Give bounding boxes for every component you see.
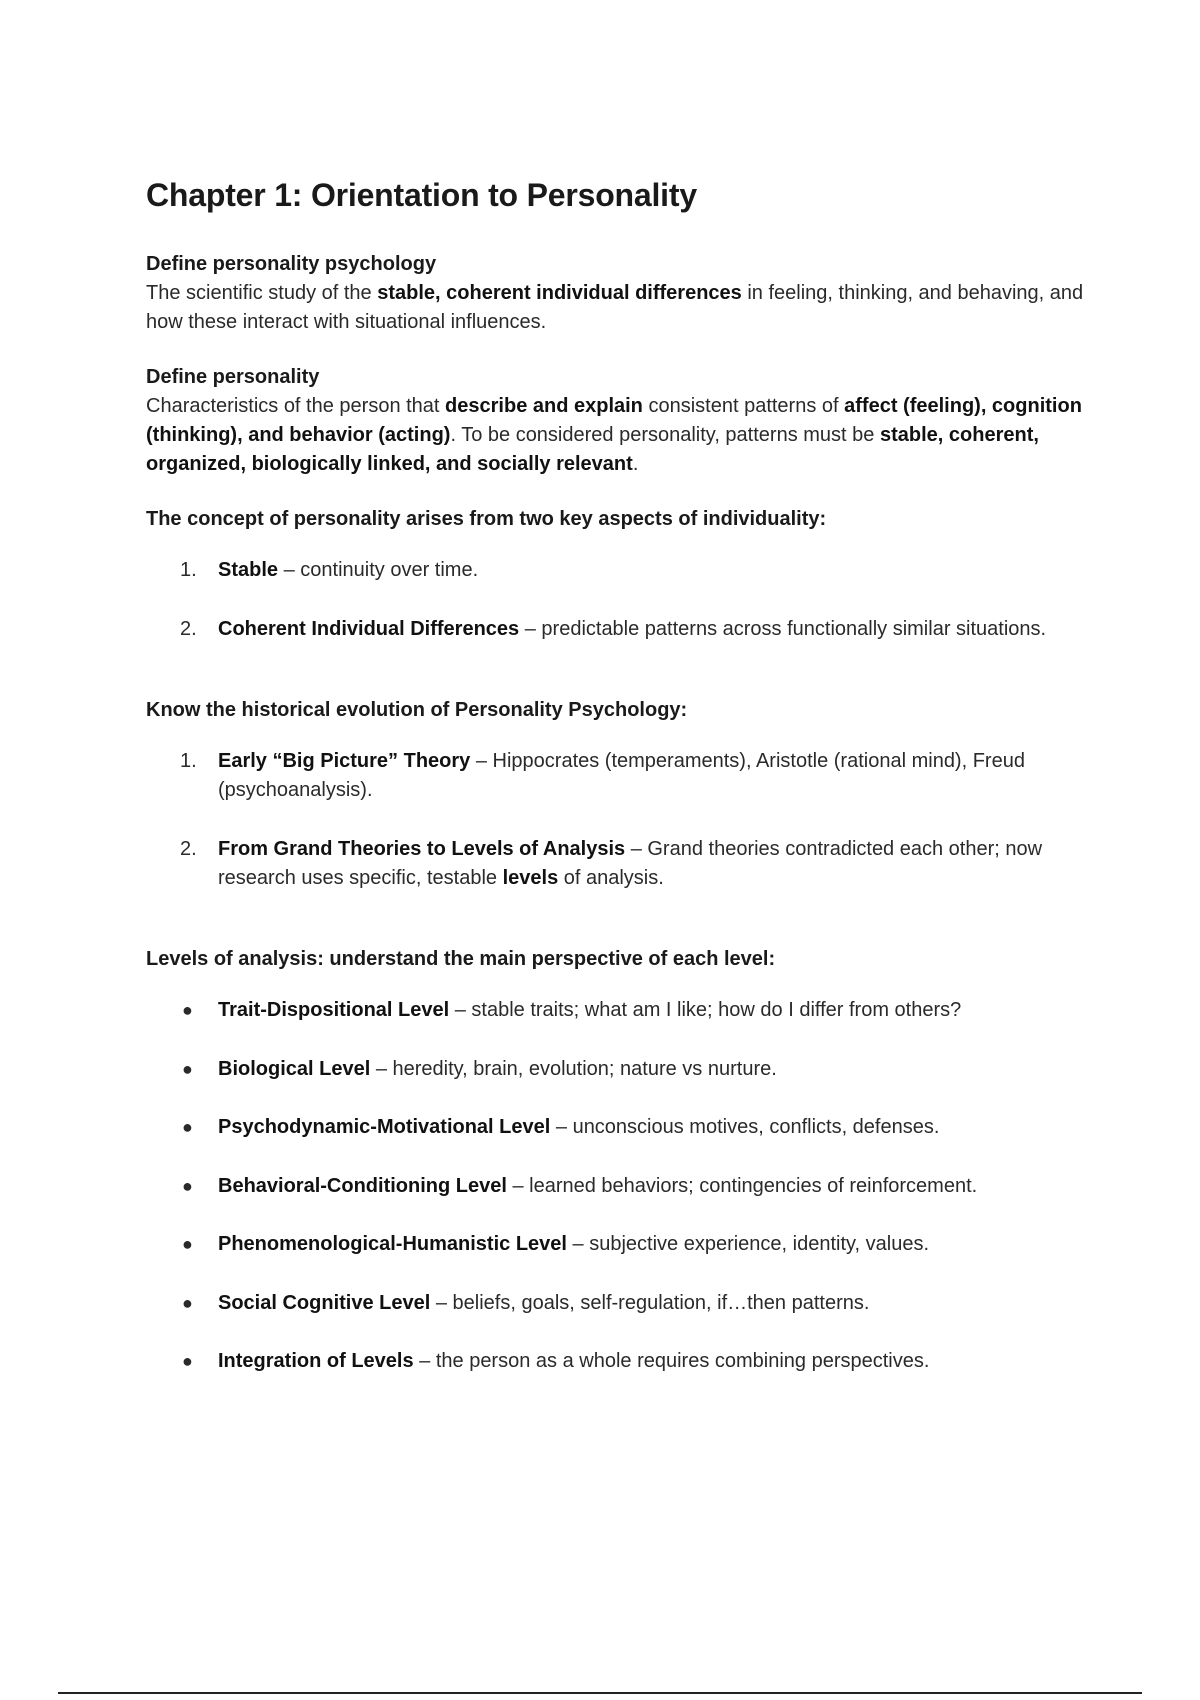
level-name: Behavioral-Conditioning Level	[218, 1174, 507, 1197]
bold-text: From Grand Theories to Levels of Analysis	[218, 838, 626, 861]
level-description: – the person as a whole requires combining perspectives.	[413, 1350, 930, 1373]
document-page	[146, 176, 1086, 1406]
level-description: – beliefs, goals, self-regulation, if…then patterns.	[430, 1291, 870, 1314]
list-number: 2.	[180, 618, 197, 641]
definition-block	[146, 250, 1086, 337]
level-name: Biological Level	[218, 1057, 371, 1080]
level-name: Integration of Levels	[218, 1350, 414, 1373]
concept-list	[146, 556, 1086, 644]
text-run: .	[632, 453, 639, 476]
list-number: 1.	[180, 750, 197, 773]
text-run: . To be considered personality, patterns must be	[450, 424, 880, 447]
text-run: – Grand theories contradicted each other; now research uses specific, testable	[218, 838, 1043, 890]
text-run: of analysis.	[558, 867, 664, 890]
bold-text: stable, coherent individual differences	[377, 282, 742, 305]
bullet-item	[146, 1055, 1086, 1084]
bullet-icon: ●	[182, 1351, 193, 1372]
list-item-term: Coherent Individual Differences	[218, 618, 520, 641]
history-section	[146, 696, 1086, 893]
list-number: 2.	[180, 838, 197, 861]
concept-heading: The concept of personality arises from two key aspects of individuality:	[146, 508, 827, 531]
list-item	[146, 835, 1086, 893]
bold-text: stable, coherent, organized, biologically linked, and socially relevant	[146, 424, 1039, 476]
levels-list	[146, 996, 1086, 1376]
page-title: Chapter 1: Orientation to Personality	[146, 177, 697, 213]
list-number: 1.	[180, 559, 197, 582]
text-run: in feeling, thinking, and behaving, and how these interact with situational influences.	[146, 282, 1084, 334]
definition-block	[146, 363, 1086, 479]
bold-text: describe and explain	[445, 395, 643, 418]
level-name: Psychodynamic-Motivational Level	[218, 1116, 551, 1139]
level-description: – unconscious motives, conflicts, defenses.	[550, 1116, 940, 1139]
bullet-item	[146, 1347, 1086, 1376]
level-description: – subjective experience, identity, values.	[566, 1233, 930, 1256]
bullet-item	[146, 1113, 1086, 1142]
definition-term: Define personality psychology	[146, 253, 437, 276]
definition-text	[146, 392, 1086, 479]
text-run: consistent patterns of	[642, 395, 845, 418]
list-item	[146, 615, 1086, 644]
level-description: – stable traits; what am I like; how do I differ from others?	[449, 999, 962, 1022]
definition-text	[146, 279, 1086, 337]
level-name: Social Cognitive Level	[218, 1291, 431, 1314]
bullet-icon: ●	[182, 1234, 193, 1255]
bold-text: Early “Big Picture” Theory	[218, 750, 471, 773]
bullet-item	[146, 996, 1086, 1025]
concept-section	[146, 505, 1086, 644]
bullet-icon: ●	[182, 1292, 193, 1313]
levels-heading: Levels of analysis: understand the main perspective of each level:	[146, 948, 776, 971]
bold-text: levels	[502, 867, 559, 890]
list-item-text: – predictable patterns across functionally similar situations.	[519, 618, 1047, 641]
level-name: Phenomenological-Humanistic Level	[218, 1233, 567, 1256]
bullet-item	[146, 1230, 1086, 1259]
footer-divider	[58, 1692, 1142, 1694]
levels-section	[146, 945, 1086, 1376]
text-run: Characteristics of the person that	[146, 395, 446, 418]
bullet-icon: ●	[182, 1117, 193, 1138]
text-run: – Hippocrates (temperaments), Aristotle (rational mind), Freud (psychoanalysis).	[218, 750, 1025, 802]
bold-text: affect (feeling), cognition (thinking), and behavior (acting)	[146, 395, 1082, 447]
level-description: – learned behaviors; contingencies of reinforcement.	[506, 1174, 978, 1197]
history-heading: Know the historical evolution of Personality Psychology:	[146, 699, 688, 722]
list-item	[146, 747, 1086, 805]
bullet-icon: ●	[182, 1058, 193, 1079]
list-item-text: – continuity over time.	[278, 559, 479, 582]
bullet-item	[146, 1172, 1086, 1201]
bullet-icon: ●	[182, 1000, 193, 1021]
level-description: – heredity, brain, evolution; nature vs nurture.	[370, 1057, 777, 1080]
text-run: The scientific study of the	[146, 282, 378, 305]
bullet-icon: ●	[182, 1175, 193, 1196]
definition-term: Define personality	[146, 366, 320, 389]
level-name: Trait-Dispositional Level	[218, 999, 450, 1022]
history-list	[146, 747, 1086, 893]
list-item-term: Stable	[218, 559, 279, 582]
list-item	[146, 556, 1086, 585]
definitions	[146, 250, 1086, 479]
bullet-item	[146, 1289, 1086, 1318]
